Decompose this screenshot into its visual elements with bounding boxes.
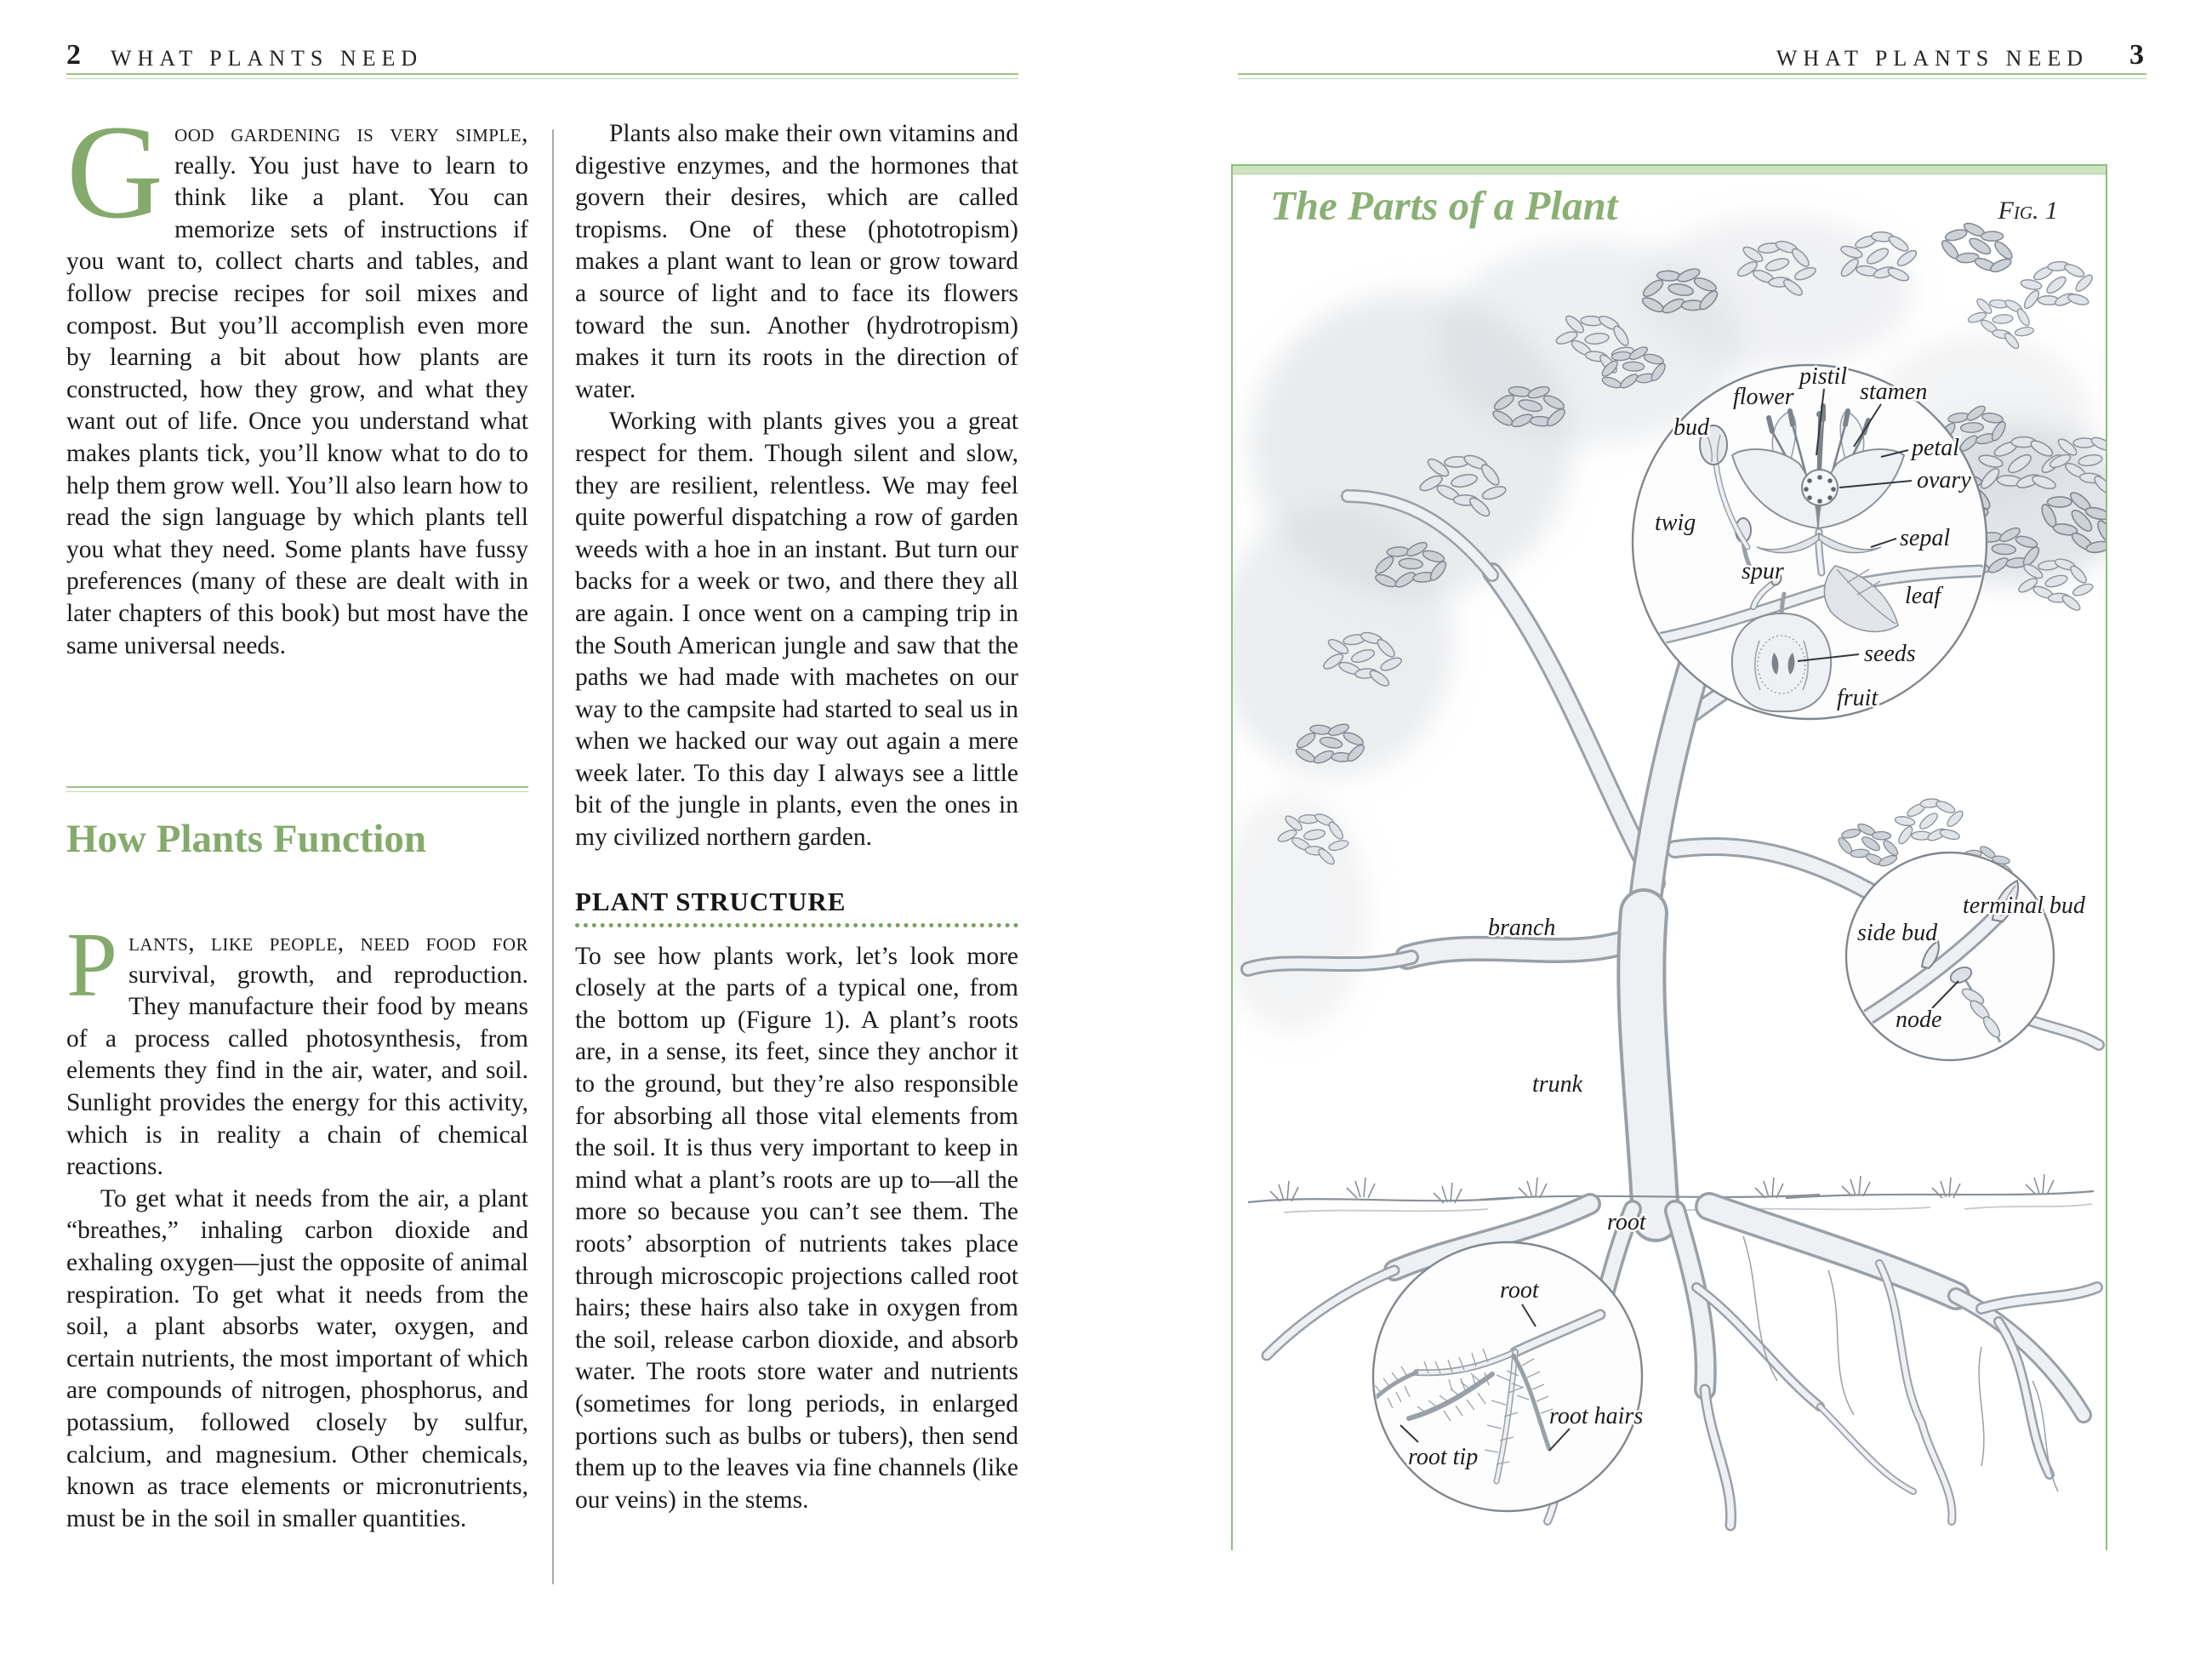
plant-parts-illustration xyxy=(1233,164,2106,1550)
right-page-number: 3 xyxy=(2129,39,2144,71)
label-fruit: fruit xyxy=(1837,685,1878,711)
left-column-2 xyxy=(575,118,1018,1516)
label-sepal: sepal xyxy=(1900,525,1951,551)
figure-number: Fig. 1 xyxy=(1998,197,2058,225)
label-node: node xyxy=(1896,1007,1942,1033)
paragraph-text: really. You just have to learn to think like a plant. You can memorize sets of instructions if you want to, collect charts and tables, and follow precise recipes for soil mixes and compost. But you’ll accomplish even more by learning a bit about how plants are constructed, how they grow, and what they want out of life. Once you understand what makes plants tick, you’ll know what to do to help them grow well. You’ll also learn how to read the sign language by which plants tell you what they need. Some plants have fussy preferences (many of these are dealt with in later chapters of this book) but most have the same universal needs. xyxy=(66,151,528,659)
label-branch: branch xyxy=(1488,915,1556,941)
figure-title: The Parts of a Plant xyxy=(1270,182,1618,229)
paragraph-to-see-how-plants-work: To see how plants work, let’s look more closely at the parts of a typical one, from the bottom up (Figure 1). A plant’s roots are, in a sense, its feet, since they anchor it to the ground, but they’re also responsible for absorbing all those vital elements from the soil. It is thus very important to keep in mind what a plant’s roots are up to—all the more so because you can’t see them. The roots’ absorption of nutrients takes place through microscopic projections called root hairs; these hairs also take in oxygen from the soil, release carbon dioxide, and absorb water. The roots store water and nutrients (sometimes for long periods, in enlarged portions such as bulbs or tubers), then send them up to the leaves via fine channels (like our veins) in the stems. xyxy=(575,942,1018,1514)
paragraph-good-gardening xyxy=(66,98,528,662)
section-divider-rule xyxy=(66,786,528,792)
left-page-number: 2 xyxy=(66,39,81,71)
left-running-head: WHAT PLANTS NEED xyxy=(111,46,424,71)
label-leaf: leaf xyxy=(1905,583,1941,609)
figure-box xyxy=(1231,164,2107,1550)
paragraph-working-with-plants: Working with plants gives you a great respect for them. Though silent and slow, they are resilient, relentless. We may feel quite powerful dispatching a row of garden weeds with a hoe in an instant. But turn our backs for a week or two, and there they all are again. I once went on a camping trip in the South American jungle and saw that the paths we had made with machetes on our way to the campsite had started to seal us in when we hacked our way out again a mere week later. To this day I always see a little bit of the jungle in plants, even the ones in my civilized northern garden. xyxy=(575,408,1018,852)
dotted-rule xyxy=(575,917,1018,927)
label-seeds: seeds xyxy=(1864,641,1916,667)
label-stamen: stamen xyxy=(1860,379,1928,405)
label-bud: bud xyxy=(1673,414,1709,441)
label-pistil: pistil xyxy=(1799,363,1848,390)
lead-in-small-caps: ood gardening is very simple, xyxy=(174,120,528,147)
label-root-inset: root xyxy=(1500,1277,1539,1303)
label-root-tip: root tip xyxy=(1408,1444,1479,1470)
subheading-plant-structure: PLANT STRUCTURE xyxy=(575,886,847,916)
left-column-1 xyxy=(66,98,528,1535)
section-heading-how-plants-function: How Plants Function xyxy=(66,817,427,862)
paragraph-text: survival, growth, and reproduction. They manufacture their food by means of a process called photosynthesis, from elements they find in the air, water, and soil. Sunlight provides the energy for this activity, which is in reality a chain of chemical reactions. xyxy=(66,961,528,1181)
left-header-rule xyxy=(66,73,1018,79)
label-petal: petal xyxy=(1912,435,1959,461)
drop-cap-p: P xyxy=(66,915,118,1017)
column-divider xyxy=(552,129,554,1584)
label-trunk: trunk xyxy=(1532,1071,1583,1098)
label-twig: twig xyxy=(1655,510,1696,536)
label-root: root xyxy=(1607,1209,1646,1235)
lead-in-small-caps: lants, like people, need food for xyxy=(128,929,528,957)
right-running-head: WHAT PLANTS NEED xyxy=(1776,46,2089,71)
paragraph-to-get-what-it-needs: To get what it needs from the air, a plant “breathes,” inhaling carbon dioxide and exhaling oxygen—just the opposite of animal respiration. To get what it needs from the soil, a plant absorbs water, oxygen, and certain nutrients, the most important of which are compounds of nitrogen, phosphorus, and potassium, followed closely by sulfur, calcium, and magnesium. Other chemicals, known as trace elements or micronutrients, must be in the soil in smaller quantities. xyxy=(66,1184,528,1532)
drop-cap-g: G xyxy=(66,98,164,247)
label-flower: flower xyxy=(1733,384,1794,410)
label-spur: spur xyxy=(1742,558,1784,585)
paragraph-plants-also-make: Plants also make their own vitamins and digestive enzymes, and the hormones that govern their desires, which are called tropisms. One of these (phototropism) makes a plant want to lean or grow toward a source of light and to face its flowers toward the sun. Another (hydrotropism) makes it turn its roots in the direction of water. xyxy=(575,120,1018,403)
label-ovary: ovary xyxy=(1917,467,1971,493)
label-terminal-bud: terminal bud xyxy=(1963,893,2085,919)
label-root-hairs: root hairs xyxy=(1549,1403,1644,1429)
paragraph-plants-like-people xyxy=(66,915,528,1184)
label-side-bud: side bud xyxy=(1857,920,1938,946)
right-header-rule xyxy=(1238,73,2146,79)
node-detail-inset xyxy=(1846,853,2054,1060)
